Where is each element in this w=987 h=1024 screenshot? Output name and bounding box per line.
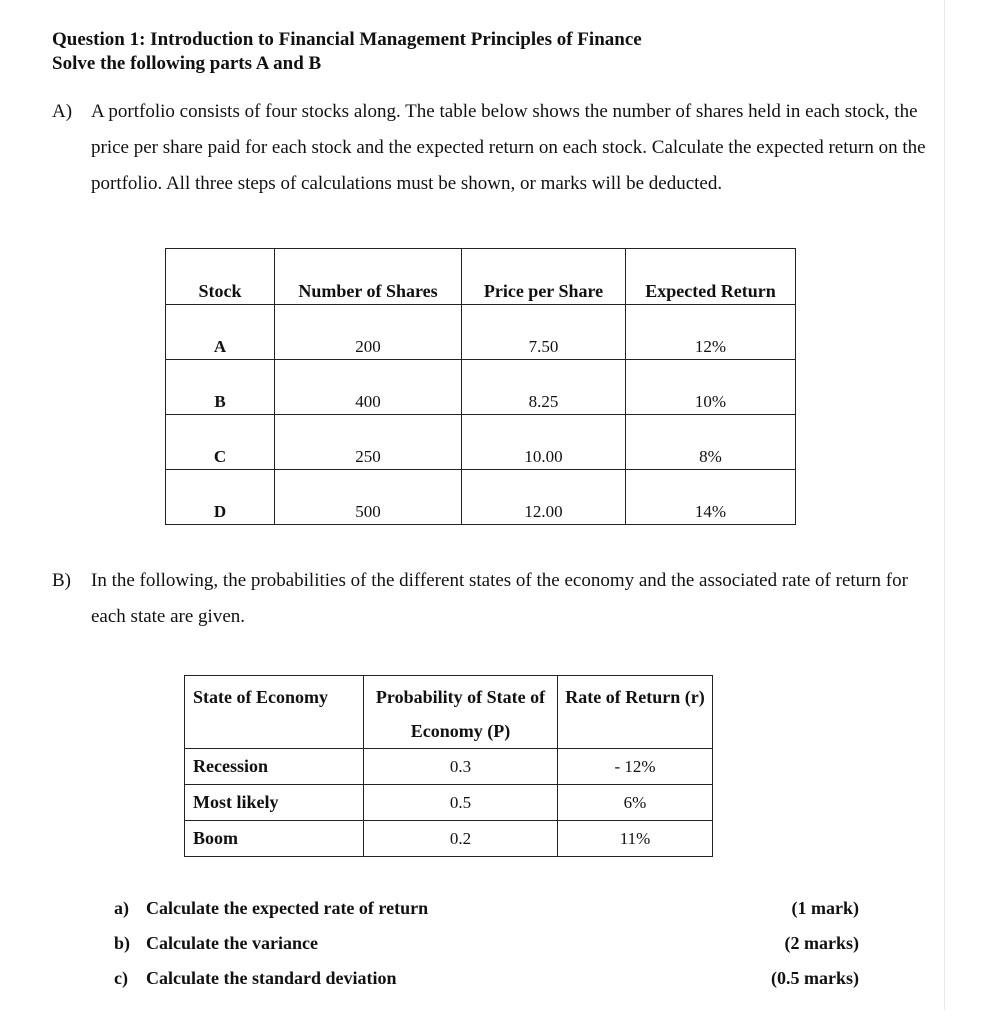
table-row bbox=[185, 821, 713, 857]
cell-return: 8% bbox=[626, 415, 796, 470]
question-b-marks: (2 marks) bbox=[784, 933, 859, 953]
cell-price: 10.00 bbox=[462, 415, 626, 470]
cell-state: Most likely bbox=[185, 785, 364, 821]
cell-rate: 11% bbox=[558, 821, 713, 857]
part-b-label: B) bbox=[52, 570, 71, 591]
cell-shares: 500 bbox=[275, 470, 462, 525]
col-header-price: Price per Share bbox=[462, 249, 626, 305]
cell-price: 7.50 bbox=[462, 305, 626, 360]
title-line-2: Solve the following parts A and B bbox=[52, 53, 322, 74]
part-a-label: A) bbox=[52, 101, 73, 122]
cell-stock: A bbox=[166, 305, 275, 360]
question-a-text: Calculate the expected rate of return bbox=[146, 898, 429, 918]
economy-states-table bbox=[184, 675, 713, 857]
question-title bbox=[52, 28, 642, 76]
col-header-probability: Probability of State of Economy (P) bbox=[364, 676, 558, 749]
table-row bbox=[166, 470, 796, 525]
question-c-marks: (0.5 marks) bbox=[771, 968, 859, 988]
cell-price: 8.25 bbox=[462, 360, 626, 415]
cell-price: 12.00 bbox=[462, 470, 626, 525]
cell-rate: 6% bbox=[558, 785, 713, 821]
cell-rate: - 12% bbox=[558, 749, 713, 785]
col-header-state: State of Economy bbox=[185, 676, 364, 749]
cell-shares: 250 bbox=[275, 415, 462, 470]
cell-shares: 400 bbox=[275, 360, 462, 415]
table-header-row bbox=[166, 249, 796, 305]
cell-state: Recession bbox=[185, 749, 364, 785]
question-c-text: Calculate the standard deviation bbox=[146, 968, 397, 988]
cell-return: 10% bbox=[626, 360, 796, 415]
cell-return: 14% bbox=[626, 470, 796, 525]
question-a-marks: (1 mark) bbox=[791, 898, 859, 918]
question-b-label: b) bbox=[114, 933, 131, 953]
cell-return: 12% bbox=[626, 305, 796, 360]
title-line-1: Question 1: Introduction to Financial Management Principles of Finance bbox=[52, 29, 642, 50]
cell-stock: B bbox=[166, 360, 275, 415]
part-b-text: In the following, the probabilities of the different states of the economy and the associated rate of return for each state are given. bbox=[91, 570, 908, 627]
question-b-text: Calculate the variance bbox=[146, 933, 318, 953]
part-b-paragraph bbox=[52, 563, 932, 643]
cell-probability: 0.5 bbox=[364, 785, 558, 821]
table-row bbox=[185, 749, 713, 785]
cell-stock: C bbox=[166, 415, 275, 470]
portfolio-table bbox=[165, 248, 796, 525]
cell-probability: 0.2 bbox=[364, 821, 558, 857]
table-header-row bbox=[185, 676, 713, 749]
table-row bbox=[166, 415, 796, 470]
col-header-rate: Rate of Return (r) bbox=[558, 676, 713, 749]
part-a-text: A portfolio consists of four stocks along. The table below shows the number of shares held in each stock, the price per share paid for each stock and the expected return on each stock. Calculate the expected return on the portfolio. All three steps of calculations must be shown, or marks will be deducted. bbox=[91, 101, 926, 194]
col-header-return: Expected Return bbox=[626, 249, 796, 305]
question-a-label: a) bbox=[114, 898, 129, 918]
cell-stock: D bbox=[166, 470, 275, 525]
table-row bbox=[166, 360, 796, 415]
table-row bbox=[185, 785, 713, 821]
col-header-stock: Stock bbox=[166, 249, 275, 305]
cell-shares: 200 bbox=[275, 305, 462, 360]
question-c-label: c) bbox=[114, 968, 128, 988]
col-header-shares: Number of Shares bbox=[275, 249, 462, 305]
part-a-paragraph bbox=[52, 94, 932, 244]
table-row bbox=[166, 305, 796, 360]
cell-state: Boom bbox=[185, 821, 364, 857]
page-edge-line bbox=[944, 0, 945, 1010]
cell-probability: 0.3 bbox=[364, 749, 558, 785]
